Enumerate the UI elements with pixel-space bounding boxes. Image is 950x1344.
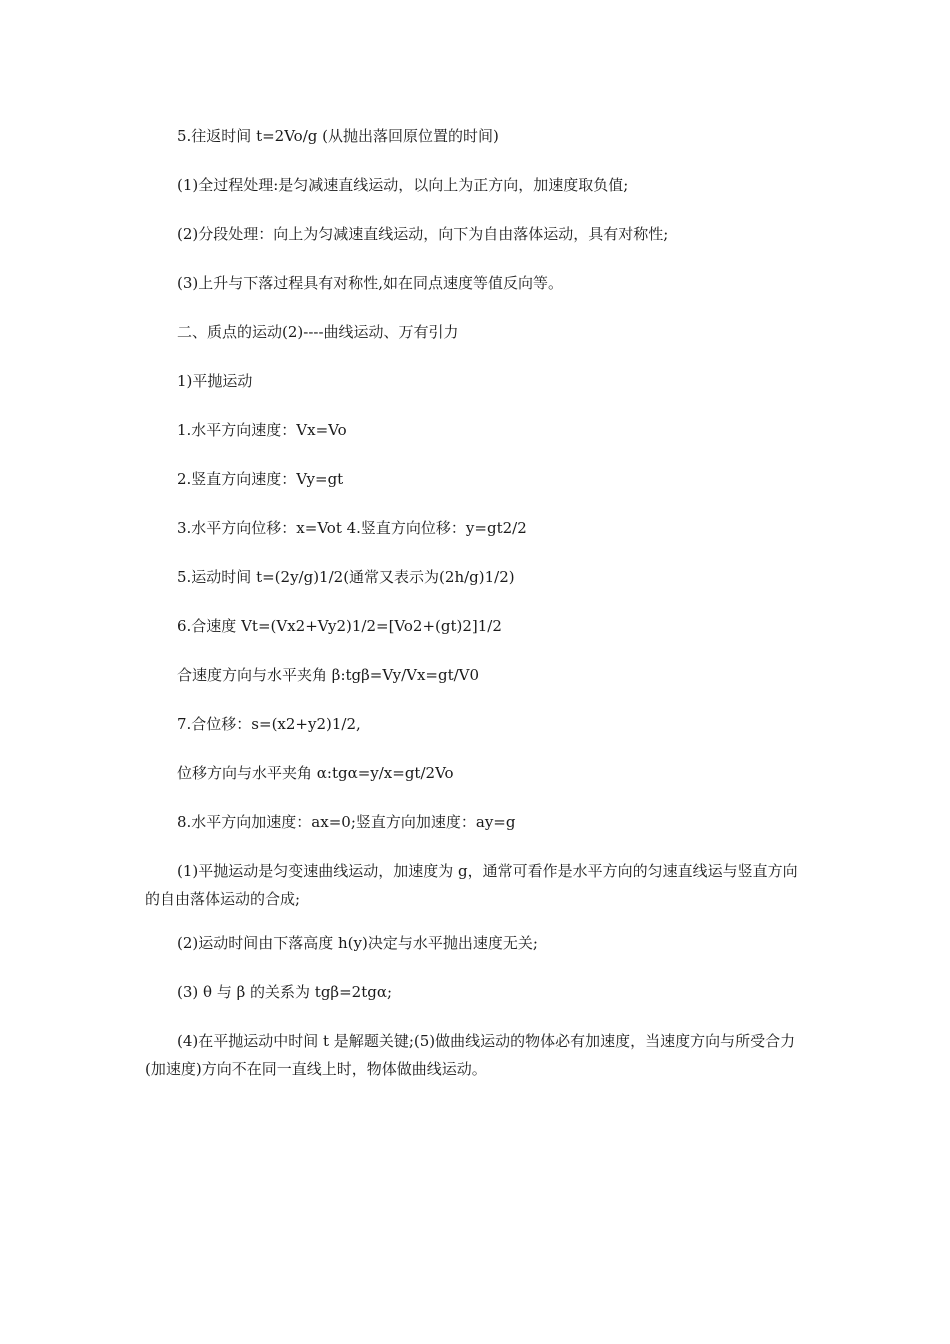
paragraph-whole-process: (1)全过程处理:是匀减速直线运动，以向上为正方向，加速度取负值;	[177, 176, 629, 194]
paragraph-vertical-velocity: 2.竖直方向速度：Vy=gt	[177, 470, 344, 488]
paragraph-motion-time: 5.运动时间 t=(2y/g)1/2(通常又表示为(2h/g)1/2)	[177, 568, 515, 586]
paragraph-note-uniform-acceleration: (1)平抛运动是匀变速曲线运动，加速度为 g，通常可看作是水平方向的匀速直线运与竖直方向的自由落体运动的合成;	[145, 862, 798, 908]
paragraph-accelerations: 8.水平方向加速度：ax=0;竖直方向加速度：ay=g	[177, 813, 516, 831]
paragraph-round-trip-time: 5.往返时间 t=2Vo/g (从抛出落回原位置的时间)	[177, 127, 499, 145]
subheading-projectile-motion: 1)平抛运动	[177, 372, 253, 390]
section-heading-curved-motion: 二、质点的运动(2)----曲线运动、万有引力	[177, 323, 459, 341]
paragraph-symmetry: (3)上升与下落过程具有对称性,如在同点速度等值反向等。	[177, 274, 564, 292]
paragraph-velocity-angle: 合速度方向与水平夹角 β:tgβ=Vy/Vx=gt/V0	[177, 666, 480, 684]
paragraph-resultant-velocity: 6.合速度 Vt=(Vx2+Vy2)1/2=[Vo2+(gt)2]1/2	[177, 617, 502, 635]
paragraph-note-angle-relation: (3) θ 与 β 的关系为 tgβ=2tgα;	[177, 983, 393, 1001]
paragraph-displacement-angle: 位移方向与水平夹角 α:tgα=y/x=gt/2Vo	[177, 764, 454, 782]
paragraph-note-curved-motion: (4)在平抛运动中时间 t 是解题关键;(5)做曲线运动的物体必有加速度，当速度方向与所受合力(加速度)方向不在同一直线上时，物体做曲线运动。	[145, 1032, 796, 1078]
paragraph-segmented-process: (2)分段处理：向上为匀减速直线运动，向下为自由落体运动，具有对称性;	[177, 225, 669, 243]
paragraph-horizontal-velocity: 1.水平方向速度：Vx=Vo	[177, 421, 347, 439]
paragraph-displacements: 3.水平方向位移：x=Vot 4.竖直方向位移：y=gt2/2	[177, 519, 527, 537]
paragraph-note-fall-height: (2)运动时间由下落高度 h(y)决定与水平抛出速度无关;	[177, 934, 538, 952]
paragraph-resultant-displacement: 7.合位移：s=(x2+y2)1/2,	[177, 715, 361, 733]
